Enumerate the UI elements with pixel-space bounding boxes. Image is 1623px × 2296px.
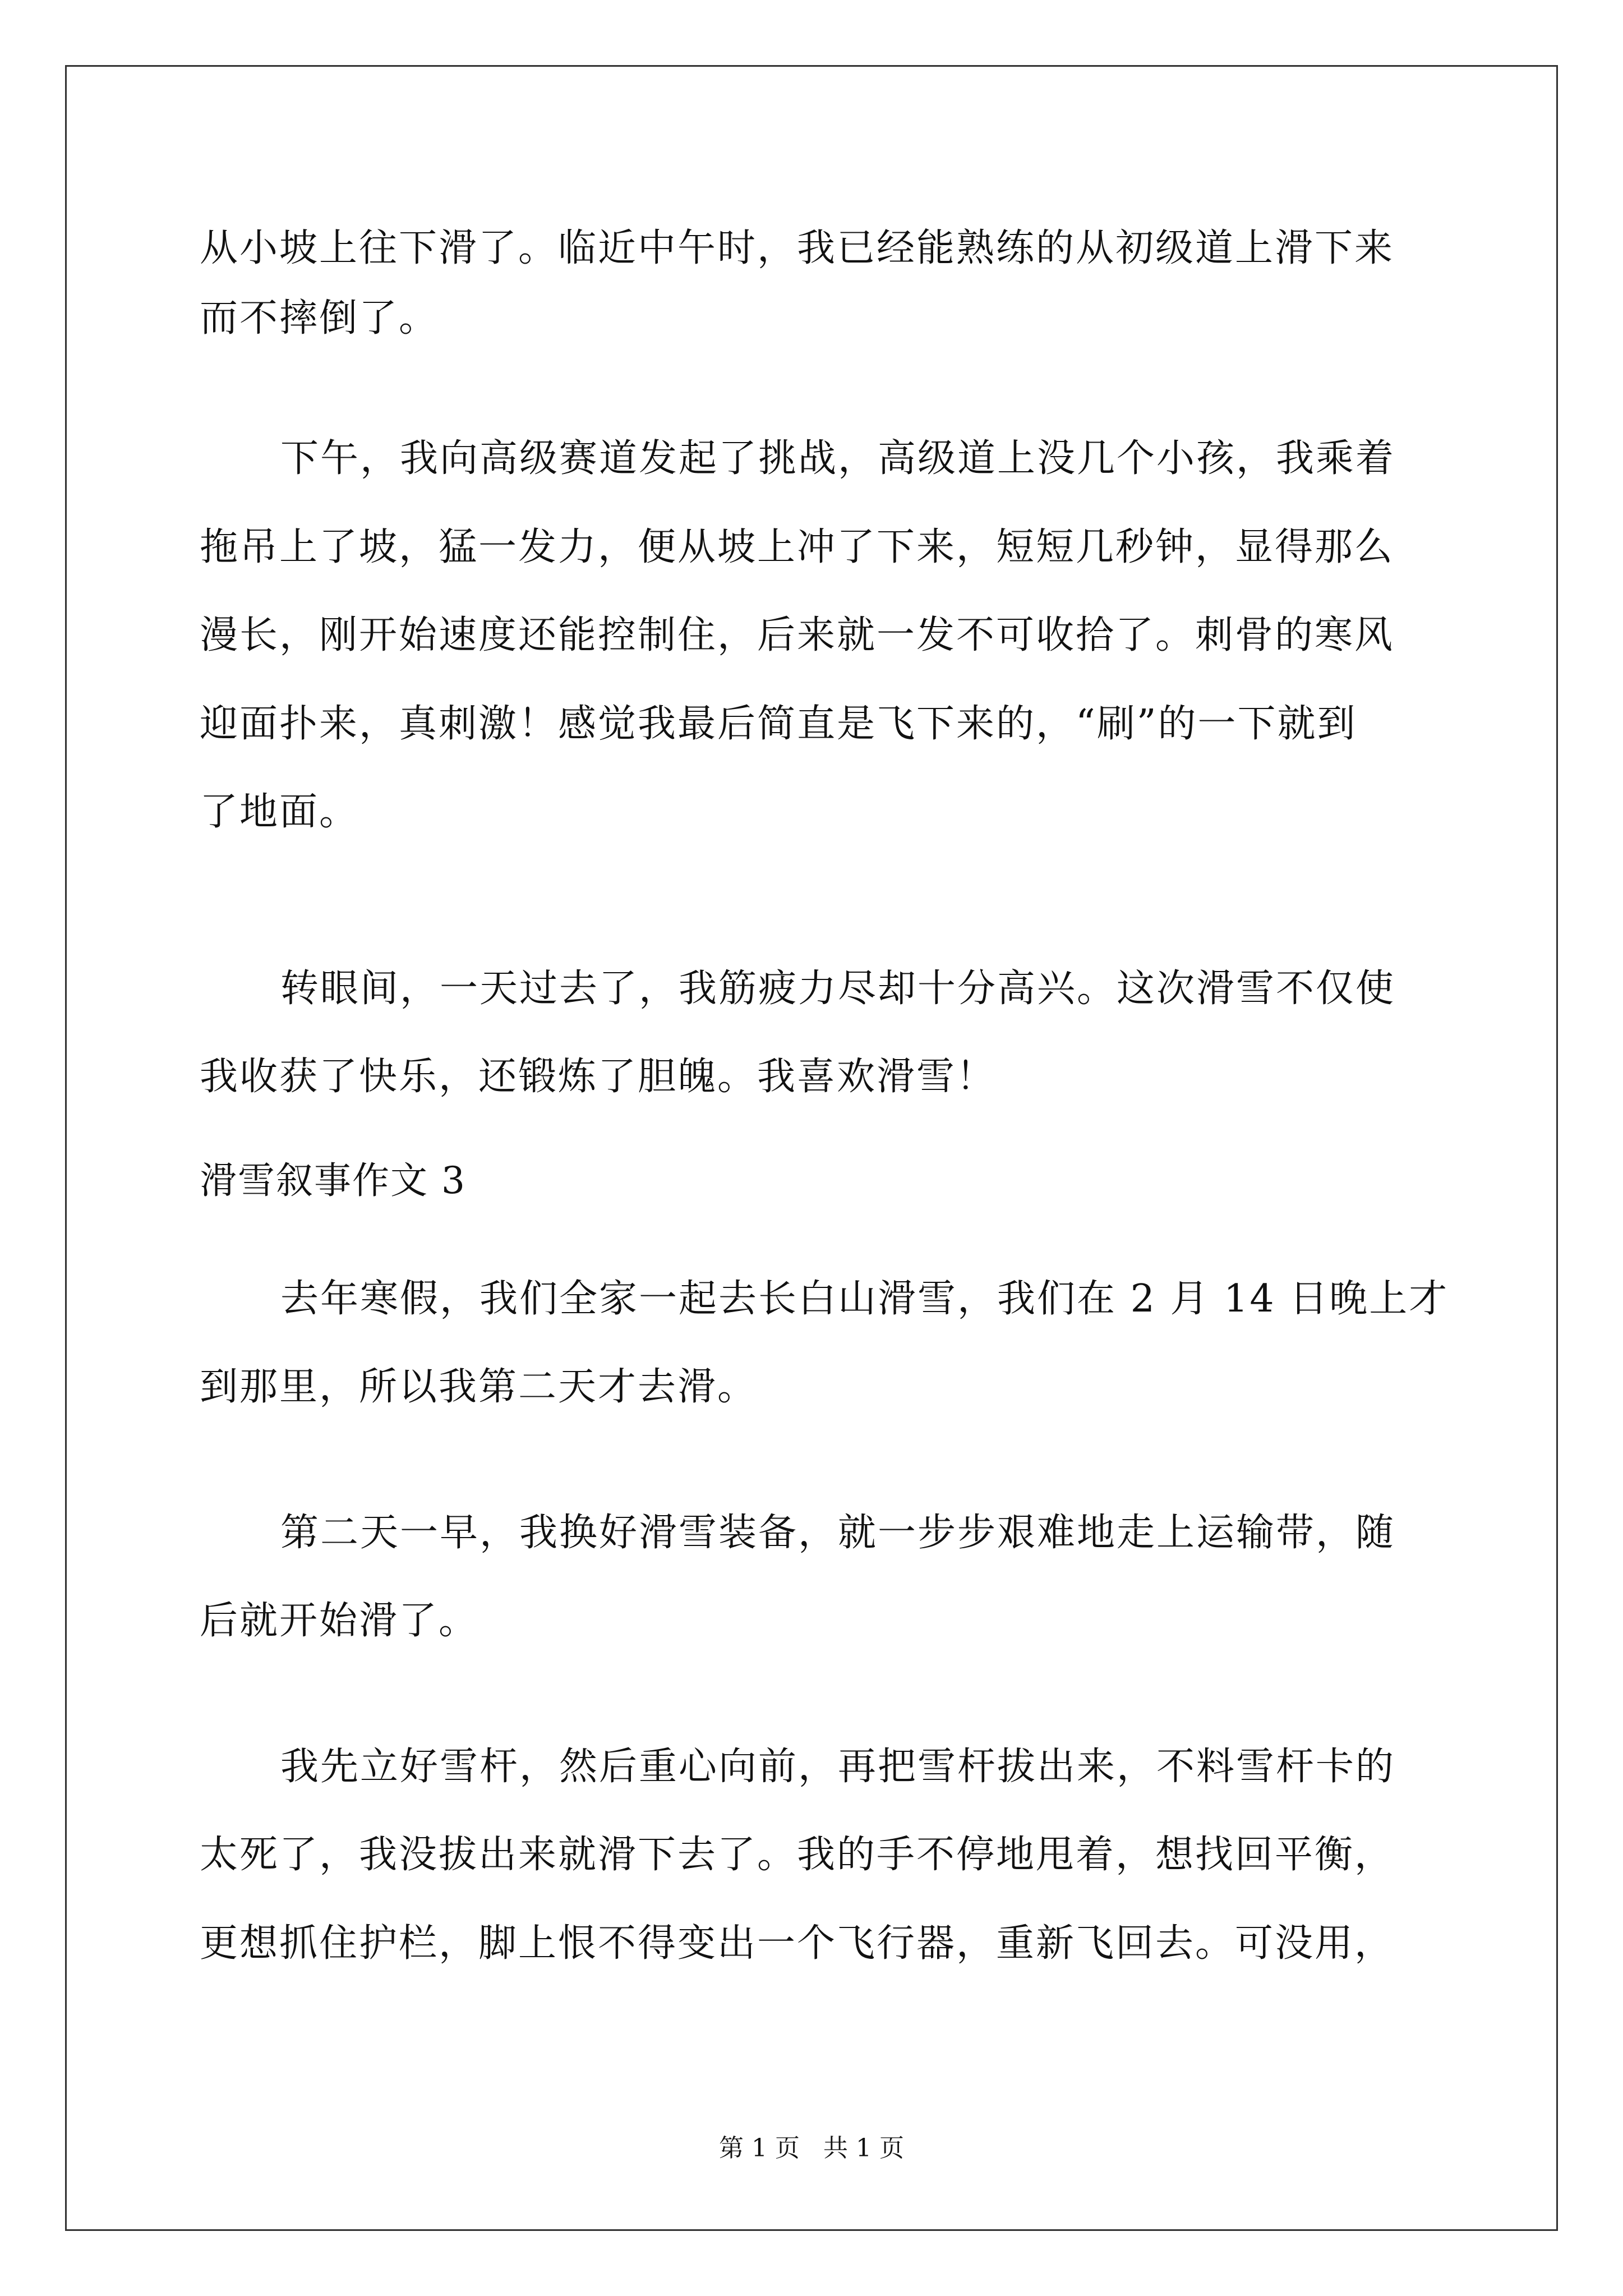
text-line: 了地面。 xyxy=(200,790,359,834)
text-line: 拖吊上了坡，猛一发力，便从坡上冲了下来，短短几秒钟，显得那么 xyxy=(200,525,1395,569)
text-line: 漫长，刚开始速度还能控制住，后来就一发不可收拾了。刺骨的寒风 xyxy=(200,613,1395,657)
text-line: 而不摔倒了。 xyxy=(200,296,439,341)
text-line: 到那里，所以我第二天才去滑。 xyxy=(200,1365,758,1409)
paragraph-start: 下午，我向高级赛道发起了挑战，高级道上没几个小孩，我乘着 xyxy=(280,436,1396,481)
section-heading: 滑雪叙事作文 3 xyxy=(200,1159,466,1202)
page-footer xyxy=(0,2132,1623,2165)
page-total: 共 1 页 xyxy=(823,2134,904,2162)
text-line: 更想抓住护栏，脚上恨不得变出一个飞行器，重新飞回去。可没用， xyxy=(200,1921,1395,1966)
text-line: 太死了，我没拔出来就滑下去了。我的手不停地甩着，想找回平衡， xyxy=(200,1833,1395,1877)
page-number: 第 1 页 xyxy=(719,2134,800,2162)
paragraph-start: 转眼间，一天过去了，我筋疲力尽却十分高兴。这次滑雪不仅使 xyxy=(280,967,1396,1011)
paragraph-start: 我先立好雪杆，然后重心向前，再把雪杆拔出来，不料雪杆卡的 xyxy=(280,1745,1396,1789)
text-line: 我收获了快乐，还锻炼了胆魄。我喜欢滑雪！ xyxy=(200,1055,997,1099)
paragraph-start: 第二天一早，我换好滑雪装备，就一步步艰难地走上运输带，随 xyxy=(280,1511,1396,1555)
page-border xyxy=(65,65,1558,2231)
text-line: 后就开始滑了。 xyxy=(200,1599,479,1643)
text-line: 迎面扑来，真刺激！感觉我最后简直是飞下来的，“刷”的一下就到 xyxy=(200,702,1357,746)
paragraph-start: 去年寒假，我们全家一起去长白山滑雪，我们在 2 月 14 日晚上才 xyxy=(280,1277,1449,1321)
text-line: 从小坡上往下滑了。临近中午时，我已经能熟练的从初级道上滑下来 xyxy=(200,226,1395,270)
